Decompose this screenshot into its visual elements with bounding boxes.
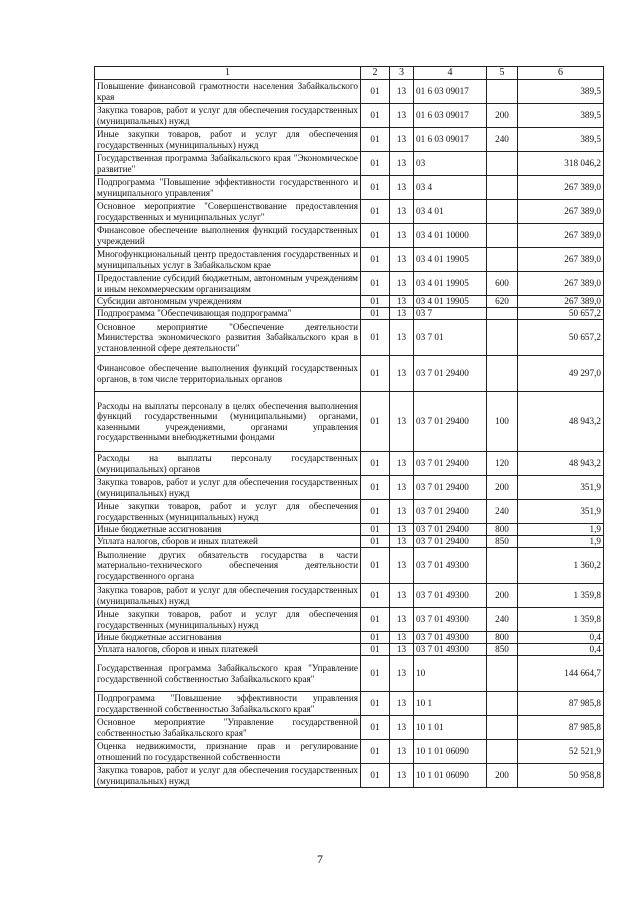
budget-item-name: Подпрограмма "Повышение эффективности государственного и муниципального управления" <box>95 176 361 200</box>
expense-type-code: 850 <box>487 644 518 656</box>
subsection-code: 13 <box>390 176 414 200</box>
target-article-code: 03 7 01 49300 <box>414 632 487 644</box>
amount-value: 0,4 <box>518 644 604 656</box>
budget-item-name: Иные бюджетные ассигнования <box>95 524 361 536</box>
expense-type-code <box>487 248 518 272</box>
amount-value: 52 521,9 <box>518 740 604 764</box>
amount-value: 389,5 <box>518 128 604 152</box>
expense-type-code: 200 <box>487 764 518 788</box>
table-row <box>95 296 604 308</box>
section-code: 01 <box>361 608 390 632</box>
expense-type-code: 120 <box>487 452 518 476</box>
subsection-code: 13 <box>390 320 414 356</box>
table-row <box>95 740 604 764</box>
section-code: 01 <box>361 104 390 128</box>
table-row <box>95 692 604 716</box>
amount-value: 50 657,2 <box>518 308 604 320</box>
expense-type-code <box>487 656 518 692</box>
target-article-code: 03 4 01 19905 <box>414 296 487 308</box>
expense-type-code: 240 <box>487 500 518 524</box>
budget-item-name: Финансовое обеспечение выполнения функций государственных органов, в том числе территориальных органов <box>95 356 361 392</box>
expense-type-code: 800 <box>487 632 518 644</box>
target-article-code: 03 7 01 49300 <box>414 644 487 656</box>
budget-item-name: Закупка товаров, работ и услуг для обеспечения государственных (муниципальных) нужд <box>95 476 361 500</box>
subsection-code: 13 <box>390 524 414 536</box>
target-article-code: 03 4 01 <box>414 200 487 224</box>
amount-value: 87 985,8 <box>518 716 604 740</box>
target-article-code: 03 7 01 29400 <box>414 536 487 548</box>
section-code: 01 <box>361 224 390 248</box>
section-code: 01 <box>361 500 390 524</box>
subsection-code: 13 <box>390 644 414 656</box>
target-article-code: 10 1 01 06090 <box>414 740 487 764</box>
table-row <box>95 392 604 452</box>
target-article-code: 03 7 01 29400 <box>414 452 487 476</box>
subsection-code: 13 <box>390 296 414 308</box>
budget-item-name: Уплата налогов, сборов и иных платежей <box>95 644 361 656</box>
expense-type-code: 240 <box>487 128 518 152</box>
budget-item-name: Закупка товаров, работ и услуг для обеспечения государственных (муниципальных) нужд <box>95 104 361 128</box>
amount-value: 351,9 <box>518 476 604 500</box>
table-row <box>95 656 604 692</box>
section-code: 01 <box>361 656 390 692</box>
target-article-code: 03 7 01 29400 <box>414 524 487 536</box>
amount-value: 389,5 <box>518 104 604 128</box>
subsection-code: 13 <box>390 632 414 644</box>
subsection-code: 13 <box>390 692 414 716</box>
budget-item-name: Закупка товаров, работ и услуг для обеспечения государственных (муниципальных) нужд <box>95 764 361 788</box>
table-row <box>95 248 604 272</box>
target-article-code: 10 1 01 <box>414 716 487 740</box>
budget-item-name: Многофункциональный центр предоставления государственных и муниципальных услуг в Забайкальском крае <box>95 248 361 272</box>
expense-type-code <box>487 548 518 584</box>
page-number: 7 <box>317 852 323 866</box>
subsection-code: 13 <box>390 356 414 392</box>
target-article-code: 01 6 03 09017 <box>414 128 487 152</box>
target-article-code: 10 1 <box>414 692 487 716</box>
table-row <box>95 548 604 584</box>
amount-value: 267 389,0 <box>518 272 604 296</box>
table-row <box>95 356 604 392</box>
target-article-code: 03 4 01 10000 <box>414 224 487 248</box>
expense-type-code: 200 <box>487 104 518 128</box>
table-row <box>95 476 604 500</box>
header-col-5: 5 <box>487 67 518 80</box>
section-code: 01 <box>361 524 390 536</box>
expense-type-code <box>487 80 518 104</box>
expense-type-code <box>487 200 518 224</box>
expense-type-code <box>487 716 518 740</box>
budget-item-name: Субсидии автономным учреждениям <box>95 296 361 308</box>
budget-item-name: Расходы на выплаты персоналу государственных (муниципальных) органов <box>95 452 361 476</box>
section-code: 01 <box>361 356 390 392</box>
budget-item-name: Иные бюджетные ассигнования <box>95 632 361 644</box>
target-article-code: 01 6 03 09017 <box>414 104 487 128</box>
section-code: 01 <box>361 632 390 644</box>
budget-item-name: Иные закупки товаров, работ и услуг для обеспечения государственных (муниципальных) нужд <box>95 128 361 152</box>
target-article-code: 03 4 <box>414 176 487 200</box>
budget-item-name: Предоставление субсидий бюджетным, автономным учреждениям и иным некоммерческим организациям <box>95 272 361 296</box>
section-code: 01 <box>361 692 390 716</box>
subsection-code: 13 <box>390 536 414 548</box>
subsection-code: 13 <box>390 548 414 584</box>
subsection-code: 13 <box>390 608 414 632</box>
amount-value: 267 389,0 <box>518 296 604 308</box>
header-col-6: 6 <box>518 67 604 80</box>
target-article-code: 03 7 01 29400 <box>414 356 487 392</box>
expense-type-code <box>487 692 518 716</box>
section-code: 01 <box>361 764 390 788</box>
target-article-code: 03 7 01 29400 <box>414 392 487 452</box>
budget-item-name: Подпрограмма "Обеспечивающая подпрограмма" <box>95 308 361 320</box>
amount-value: 1 359,8 <box>518 608 604 632</box>
budget-item-name: Основное мероприятие "Обеспечение деятельности Министерства экономического развития Забайкальского края в установленной сфере деятельности" <box>95 320 361 356</box>
subsection-code: 13 <box>390 272 414 296</box>
budget-item-name: Основное мероприятие "Совершенствование предоставления государственных и муниципальных услуг" <box>95 200 361 224</box>
amount-value: 389,5 <box>518 80 604 104</box>
target-article-code: 03 7 01 29400 <box>414 500 487 524</box>
amount-value: 48 943,2 <box>518 392 604 452</box>
subsection-code: 13 <box>390 248 414 272</box>
table-row <box>95 608 604 632</box>
expense-type-code: 850 <box>487 536 518 548</box>
subsection-code: 13 <box>390 452 414 476</box>
budget-item-name: Государственная программа Забайкальского края "Экономическое развитие" <box>95 152 361 176</box>
table-row <box>95 632 604 644</box>
expense-type-code: 800 <box>487 524 518 536</box>
subsection-code: 13 <box>390 392 414 452</box>
amount-value: 0,4 <box>518 632 604 644</box>
amount-value: 1 360,2 <box>518 548 604 584</box>
amount-value: 144 664,7 <box>518 656 604 692</box>
expense-type-code: 200 <box>487 476 518 500</box>
table-body <box>95 80 604 788</box>
subsection-code: 13 <box>390 656 414 692</box>
subsection-code: 13 <box>390 224 414 248</box>
amount-value: 1,9 <box>518 524 604 536</box>
amount-value: 87 985,8 <box>518 692 604 716</box>
table-row <box>95 104 604 128</box>
header-col-3: 3 <box>390 67 414 80</box>
expense-type-code: 200 <box>487 584 518 608</box>
subsection-code: 13 <box>390 740 414 764</box>
table-row <box>95 644 604 656</box>
budget-item-name: Закупка товаров, работ и услуг для обеспечения государственных (муниципальных) нужд <box>95 584 361 608</box>
amount-value: 48 943,2 <box>518 452 604 476</box>
budget-item-name: Выполнение других обязательств государства в части материально-технического обеспечения деятельности государственного органа <box>95 548 361 584</box>
amount-value: 50 958,8 <box>518 764 604 788</box>
target-article-code: 10 <box>414 656 487 692</box>
table-header-row <box>95 67 604 80</box>
amount-value: 267 389,0 <box>518 200 604 224</box>
expense-type-code <box>487 176 518 200</box>
section-code: 01 <box>361 296 390 308</box>
budget-item-name: Иные закупки товаров, работ и услуг для обеспечения государственных (муниципальных) нужд <box>95 608 361 632</box>
table-row <box>95 764 604 788</box>
amount-value: 267 389,0 <box>518 224 604 248</box>
budget-item-name: Основное мероприятие "Управление государственной собственностью Забайкальского края" <box>95 716 361 740</box>
section-code: 01 <box>361 392 390 452</box>
section-code: 01 <box>361 308 390 320</box>
amount-value: 318 046,2 <box>518 152 604 176</box>
expense-type-code: 600 <box>487 272 518 296</box>
budget-item-name: Расходы на выплаты персоналу в целях обеспечения выполнения функций государственными (муниципальными) органами, казенными учреждениями, органами управления государственными внебюджетными фондами <box>95 392 361 452</box>
expense-type-code <box>487 224 518 248</box>
subsection-code: 13 <box>390 308 414 320</box>
expense-type-code: 100 <box>487 392 518 452</box>
budget-item-name: Финансовое обеспечение выполнения функций государственных учреждений <box>95 224 361 248</box>
section-code: 01 <box>361 152 390 176</box>
target-article-code: 03 7 01 <box>414 320 487 356</box>
target-article-code: 03 7 01 49300 <box>414 548 487 584</box>
header-col-4: 4 <box>414 67 487 80</box>
subsection-code: 13 <box>390 80 414 104</box>
section-code: 01 <box>361 476 390 500</box>
expense-type-code <box>487 308 518 320</box>
expense-type-code <box>487 152 518 176</box>
target-article-code: 10 1 01 06090 <box>414 764 487 788</box>
target-article-code: 03 4 01 19905 <box>414 248 487 272</box>
amount-value: 351,9 <box>518 500 604 524</box>
subsection-code: 13 <box>390 716 414 740</box>
section-code: 01 <box>361 536 390 548</box>
table-row <box>95 152 604 176</box>
expense-type-code <box>487 320 518 356</box>
budget-item-name: Подпрограмма "Повышение эффективности управления государственной собственностью Забайкальского края" <box>95 692 361 716</box>
target-article-code: 01 6 03 09017 <box>414 80 487 104</box>
section-code: 01 <box>361 272 390 296</box>
subsection-code: 13 <box>390 764 414 788</box>
section-code: 01 <box>361 248 390 272</box>
section-code: 01 <box>361 644 390 656</box>
table-row <box>95 716 604 740</box>
budget-item-name: Оценка недвижимости, признание прав и регулирование отношений по государственной собственности <box>95 740 361 764</box>
section-code: 01 <box>361 548 390 584</box>
subsection-code: 13 <box>390 476 414 500</box>
subsection-code: 13 <box>390 152 414 176</box>
amount-value: 267 389,0 <box>518 248 604 272</box>
table-row <box>95 200 604 224</box>
subsection-code: 13 <box>390 200 414 224</box>
section-code: 01 <box>361 740 390 764</box>
amount-value: 50 657,2 <box>518 320 604 356</box>
target-article-code: 03 <box>414 152 487 176</box>
subsection-code: 13 <box>390 128 414 152</box>
amount-value: 1,9 <box>518 536 604 548</box>
table-row <box>95 452 604 476</box>
expense-type-code: 620 <box>487 296 518 308</box>
budget-table <box>94 66 604 788</box>
expense-type-code <box>487 740 518 764</box>
target-article-code: 03 7 01 49300 <box>414 584 487 608</box>
target-article-code: 03 7 01 29400 <box>414 476 487 500</box>
table-row <box>95 308 604 320</box>
section-code: 01 <box>361 452 390 476</box>
target-article-code: 03 4 01 19905 <box>414 272 487 296</box>
table-row <box>95 176 604 200</box>
section-code: 01 <box>361 128 390 152</box>
table-row <box>95 584 604 608</box>
table-row <box>95 536 604 548</box>
table-row <box>95 80 604 104</box>
budget-item-name: Повышение финансовой грамотности населения Забайкальского края <box>95 80 361 104</box>
table-row <box>95 224 604 248</box>
amount-value: 1 359,8 <box>518 584 604 608</box>
subsection-code: 13 <box>390 104 414 128</box>
header-col-1: 1 <box>95 67 361 80</box>
target-article-code: 03 7 01 49300 <box>414 608 487 632</box>
section-code: 01 <box>361 176 390 200</box>
budget-item-name: Уплата налогов, сборов и иных платежей <box>95 536 361 548</box>
budget-item-name: Государственная программа Забайкальского края "Управление государственной собственностью Забайкальского края" <box>95 656 361 692</box>
table-row <box>95 524 604 536</box>
section-code: 01 <box>361 200 390 224</box>
subsection-code: 13 <box>390 500 414 524</box>
table-row <box>95 500 604 524</box>
table-row <box>95 272 604 296</box>
expense-type-code: 240 <box>487 608 518 632</box>
section-code: 01 <box>361 80 390 104</box>
subsection-code: 13 <box>390 584 414 608</box>
amount-value: 49 297,0 <box>518 356 604 392</box>
amount-value: 267 389,0 <box>518 176 604 200</box>
section-code: 01 <box>361 584 390 608</box>
table-row <box>95 128 604 152</box>
header-col-2: 2 <box>361 67 390 80</box>
table-row <box>95 320 604 356</box>
target-article-code: 03 7 <box>414 308 487 320</box>
expense-type-code <box>487 356 518 392</box>
budget-item-name: Иные закупки товаров, работ и услуг для обеспечения государственных (муниципальных) нужд <box>95 500 361 524</box>
section-code: 01 <box>361 320 390 356</box>
section-code: 01 <box>361 716 390 740</box>
